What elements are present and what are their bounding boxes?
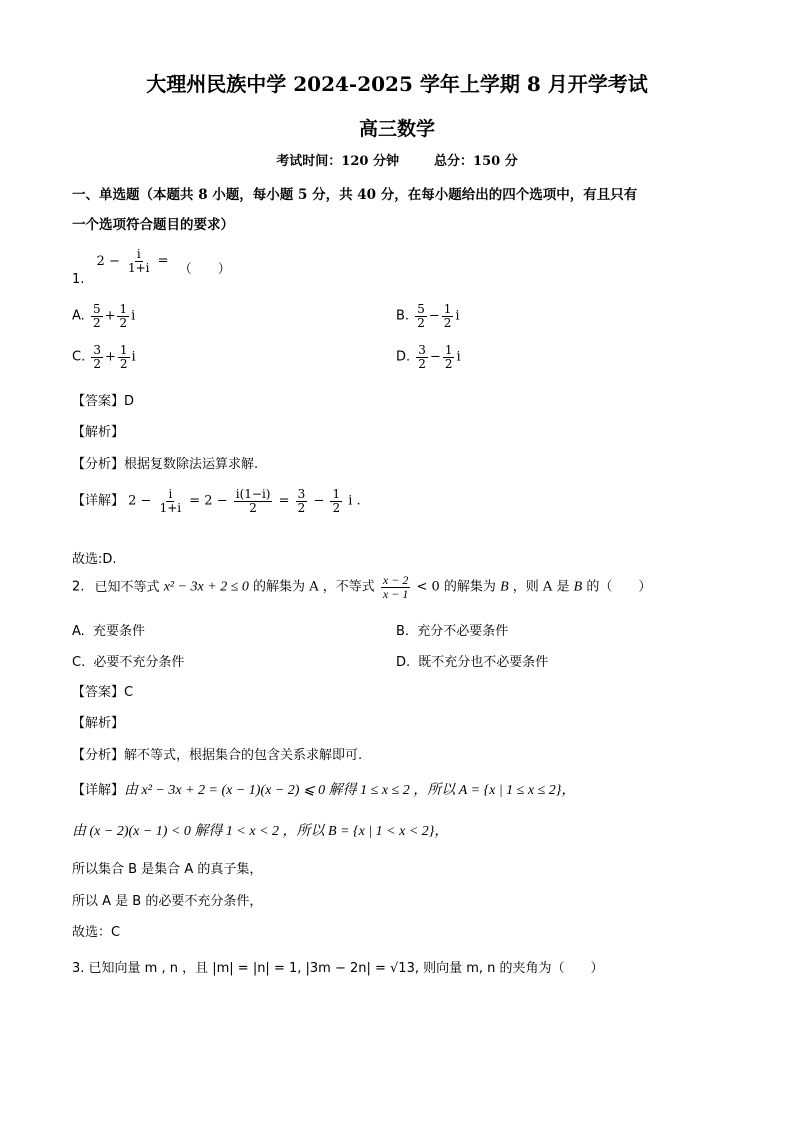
- frac-den: x − 1: [382, 586, 409, 601]
- frac-num: 3: [418, 343, 426, 357]
- option-text: 既不充分也不必要条件: [418, 655, 549, 670]
- q2-option-a[interactable]: [72, 620, 145, 639]
- op: −: [429, 349, 441, 365]
- frac-num: 3: [93, 343, 101, 357]
- frac-den: 2: [444, 356, 453, 371]
- exam-title: 大理州民族中学 2024-2025 学年上学期 8 月开学考试: [146, 72, 648, 96]
- frac-num: 1: [443, 302, 452, 316]
- frac-num: 1: [119, 302, 128, 316]
- q1-frac-den: 1+i: [127, 260, 150, 275]
- option-label: A.: [72, 624, 85, 639]
- frac-den: 2: [93, 356, 101, 371]
- frac-den: 2: [119, 356, 128, 371]
- q2-text: 的解集为: [253, 579, 306, 595]
- option-label: B.: [396, 624, 410, 639]
- q2-number: 2.: [72, 579, 85, 595]
- fenxi-tag: 【分析】: [72, 457, 125, 472]
- answer-value: C: [124, 685, 134, 700]
- frac-den: 2: [297, 500, 306, 515]
- q2-text: 的解集为: [443, 579, 496, 595]
- q1-detail: [72, 488, 361, 514]
- option-text: 必要不充分条件: [93, 655, 185, 670]
- frac-den: 2: [332, 500, 341, 515]
- op: +: [105, 349, 116, 365]
- detail-part: i .: [348, 493, 361, 509]
- q1-blank: （ ）: [178, 261, 231, 277]
- frac-num: 1: [119, 343, 128, 357]
- fenxi-tag: 【分析】: [72, 748, 125, 763]
- q2-fenxi: [72, 744, 362, 763]
- q1-answer: [72, 390, 134, 409]
- section-heading-line1: 一、单选题（本题共 8 小题，每小题 5 分，共 40 分，在每小题给出的四个选项中，有且只有: [72, 187, 638, 203]
- op: +: [104, 308, 116, 324]
- q2-text: 是: [556, 579, 570, 595]
- option-label: D.: [396, 655, 411, 670]
- q2-option-d[interactable]: [396, 651, 548, 670]
- q1-fenxi: [72, 453, 258, 472]
- q2-detail-line4: 所以 A 是 B 的必要不充分条件，: [72, 894, 263, 909]
- q2-option-c[interactable]: [72, 651, 184, 670]
- frac-den: 2: [417, 315, 425, 330]
- q2-option-b[interactable]: [396, 620, 508, 639]
- answer-value: D: [124, 394, 135, 409]
- section-heading-line2: 一个选项符合题目的要求）: [72, 217, 234, 233]
- suffix: i: [455, 308, 460, 324]
- q2-set-a: A: [309, 579, 319, 595]
- frac-num: x − 2: [382, 573, 409, 587]
- detail-part: = 2 −: [189, 493, 228, 509]
- exam-subject: 高三数学: [358, 118, 435, 140]
- frac-den: 1+i: [159, 500, 182, 515]
- q1-analysis-tag: 【解析】: [72, 425, 125, 440]
- q2-set-b: B: [500, 579, 509, 595]
- q2-detail-line1: [72, 779, 575, 799]
- option-label: D.: [396, 349, 411, 365]
- q2-detail-line2: 由 (x − 2)(x − 1) < 0 解得 1 < x < 2 ，所以 B = {x | 1 < x < 2}，: [72, 824, 449, 839]
- frac-den: 2: [92, 315, 101, 330]
- detail-tag: 【详解】: [72, 783, 125, 798]
- q1-fraction: [126, 248, 152, 274]
- exam-meta: [0, 150, 794, 169]
- frac-num: i(1−i): [235, 487, 271, 501]
- q2-detail-line3: 所以集合 B 是集合 A 的真子集，: [72, 862, 263, 877]
- q2-inequality: x² − 3x + 2 ≤ 0: [163, 579, 249, 595]
- q1-conclusion: 故选:D.: [72, 552, 117, 567]
- q2-analysis-tag: 【解析】: [72, 716, 125, 731]
- q2-text: ，不等式: [322, 579, 375, 595]
- answer-tag: 【答案】: [72, 685, 125, 700]
- detail-part: 2 −: [128, 493, 152, 509]
- question-1: [72, 247, 231, 287]
- suffix: i: [131, 308, 136, 324]
- q2-text: < 0: [416, 579, 440, 595]
- suffix: i: [456, 349, 461, 365]
- q2-text: ，则: [512, 579, 539, 595]
- frac-num: 1: [444, 343, 453, 357]
- q1-option-c[interactable]: [72, 344, 136, 370]
- q2-answer: [72, 681, 133, 700]
- q1-number: 1.: [72, 271, 85, 287]
- frac-den: 2: [418, 356, 426, 371]
- frac-den: 2: [119, 315, 128, 330]
- q2-set-b: B: [573, 579, 583, 595]
- answer-tag: 【答案】: [72, 394, 125, 409]
- frac-num: 1: [332, 487, 341, 501]
- q1-option-b[interactable]: [396, 303, 460, 329]
- op: −: [428, 308, 440, 324]
- q1-expr-left: 2 −: [96, 253, 120, 269]
- detail-text: 由 x² − 3x + 2 = (x − 1)(x − 2) ⩽ 0 解得 1 ≤ x ≤ 2 ，所以 A = {x | 1 ≤ x ≤ 2}，: [124, 783, 576, 798]
- exam-time: 考试时间：120 分钟: [276, 154, 399, 169]
- option-label: B.: [396, 308, 410, 324]
- fenxi-text: 根据复数除法运算求解.: [124, 457, 259, 472]
- question-3: 3. 已知向量 m , n ，且 |m| = |n| = 1, |3m − 2n| = √13, 则向量 m, n 的夹角为（ ）: [72, 961, 604, 976]
- suffix: i: [131, 349, 136, 365]
- fenxi-text: 解不等式，根据集合的包含关系求解即可.: [124, 748, 363, 763]
- detail-tag: 【详解】: [72, 493, 125, 509]
- q2-set-a: A: [542, 579, 553, 595]
- q1-option-d[interactable]: [396, 344, 461, 370]
- q1-option-a[interactable]: [72, 303, 135, 329]
- frac-num: 3: [297, 487, 306, 501]
- frac-num: 5: [92, 302, 101, 316]
- total-score: 总分：150 分: [434, 154, 518, 169]
- detail-part: −: [313, 493, 325, 509]
- q1-frac-num: i: [136, 247, 141, 261]
- question-2: [72, 574, 651, 600]
- frac-den: 2: [443, 315, 452, 330]
- q1-expr-right: =: [157, 253, 169, 269]
- q2-conclusion: 故选：C: [72, 925, 121, 940]
- q2-text: 已知不等式: [94, 579, 160, 595]
- frac-den: 2: [249, 500, 257, 515]
- option-label: A.: [72, 308, 85, 324]
- option-text: 充要条件: [92, 624, 145, 639]
- option-label: C.: [72, 349, 86, 365]
- frac-num: i: [168, 487, 173, 501]
- detail-part: =: [278, 493, 290, 509]
- option-text: 充分不必要条件: [417, 624, 509, 639]
- option-label: C.: [72, 655, 86, 670]
- frac-num: 5: [417, 302, 425, 316]
- q2-text: 的（ ）: [586, 579, 652, 595]
